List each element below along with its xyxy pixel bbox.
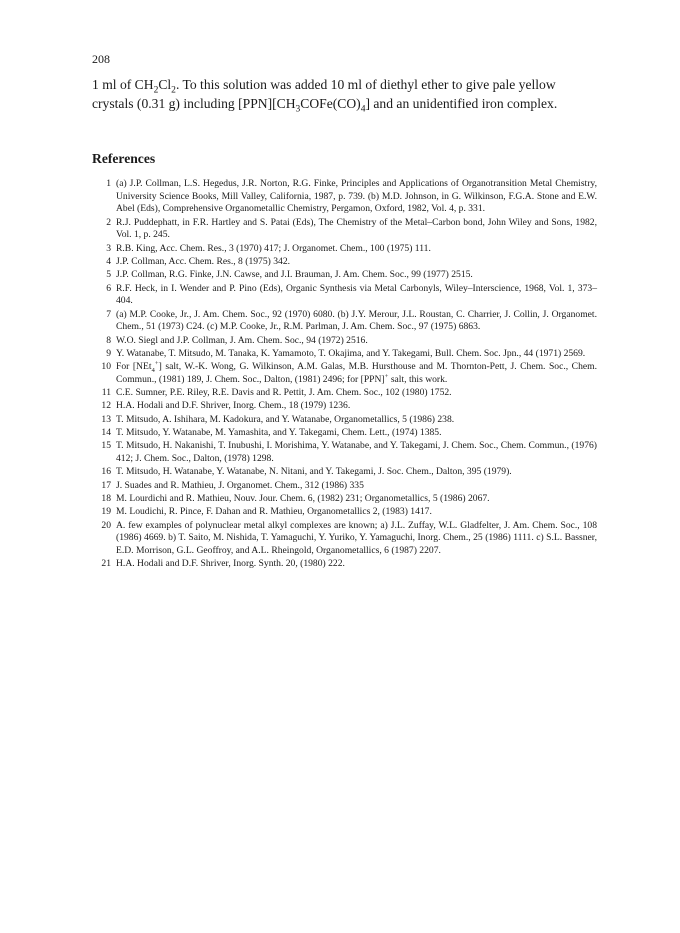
reference-text: (a) J.P. Collman, L.S. Hegedus, J.R. Norton, R.G. Finke, Principles and Applications of Organotransition Metal Chemistry, University Science Books, Mill Valley, California, 1987, p. 739. (b) M.D. Johnson, in G. Wilkinson, F.G.A. Stone and E.W. Abel (Eds), Comprehensive Organometallic Chemistry, Pergamon, Oxford, 1982, Vol. 4, p. 331. <box>116 178 597 215</box>
reference-text: T. Mitsudo, Y. Watanabe, M. Yamashita, and Y. Takegami, Chem. Lett., (1974) 1385. <box>116 427 442 439</box>
reference-text: C.E. Sumner, P.E. Riley, R.E. Davis and R. Pettit, J. Am. Chem. Soc., 102 (1980) 1752. <box>116 387 452 399</box>
reference-item <box>92 493 597 506</box>
formula-subscript: 2 <box>153 85 159 96</box>
reference-text: H.A. Hodali and D.F. Shriver, Inorg. Chem., 18 (1979) 1236. <box>116 400 351 412</box>
complex-formula: COFe(CO) <box>300 96 361 111</box>
reference-item <box>92 427 597 440</box>
reference-text: T. Mitsudo, H. Watanabe, Y. Watanabe, N. Nitani, and Y. Takegami, J. Soc. Chem., Dalton, 395 (1979). <box>116 466 512 478</box>
intro-text-2: . To this solution was added 10 ml of diethyl ether to give pale yellow crystals (0.31 g) including [PPN][CH <box>92 77 556 111</box>
reference-item <box>92 217 597 242</box>
reference-number: 20 <box>101 519 111 531</box>
reference-text: For [NEt <box>116 361 152 373</box>
reference-item <box>92 283 597 308</box>
reference-item <box>92 506 597 519</box>
reference-number: 5 <box>106 269 111 281</box>
reference-number: 21 <box>101 558 111 570</box>
reference-number: 6 <box>106 282 111 294</box>
reference-text: R.B. King, Acc. Chem. Res., 3 (1970) 417; J. Organomet. Chem., 100 (1975) 111. <box>116 242 431 254</box>
reference-text: Y. Watanabe, T. Mitsudo, M. Tanaka, K. Yamamoto, T. Okajima, and Y. Takegami, Bull. Chem. Soc. Jpn., 44 (1971) 2569. <box>116 347 586 359</box>
reference-number: 17 <box>101 479 111 491</box>
reference-item <box>92 400 597 413</box>
complex-subscript: 3 <box>295 104 301 115</box>
reference-item <box>92 414 597 427</box>
reference-text: R.F. Heck, in I. Wender and P. Pino (Eds), Organic Synthesis via Metal Carbonyls, Wiley–Interscience, 1968, Vol. 1, 373–404. <box>116 282 597 307</box>
reference-text: salt, this work. <box>388 373 448 385</box>
reference-number: 15 <box>101 440 111 452</box>
reference-number: 1 <box>106 178 111 189</box>
reference-text: ] salt, W.-K. Wong, G. Wilkinson, A.M. Galas, M.B. Hursthouse and M. Thornton-Pett, J. Chem. Soc., Chem. Commun., (1981) 189, J. Chem. Soc., Dalton, (1981) 2496; for [PPN] <box>116 361 597 385</box>
reference-number: 19 <box>101 506 111 518</box>
reference-text: R.J. Puddephatt, in F.R. Hartley and S. Patai (Eds), The Chemistry of the Metal–Carbon bond, John Wiley and Sons, 1982, Vol. 1, p. 245. <box>116 216 597 241</box>
intro-text-1: 1 ml of CH <box>92 77 154 92</box>
reference-number: 8 <box>106 334 111 346</box>
reference-text: H.A. Hodali and D.F. Shriver, Inorg. Synth. 20, (1980) 222. <box>116 558 345 570</box>
reference-number: 10 <box>101 361 111 373</box>
formula-subscript: 2 <box>171 85 176 96</box>
reference-number: 13 <box>101 413 111 425</box>
page-number: 208 <box>92 52 110 66</box>
reference-text: (a) M.P. Cooke, Jr., J. Am. Chem. Soc., 92 (1970) 6080. (b) J.Y. Merour, J.L. Roustan, C. Charrier, J. Collin, J. Organomet. Chem., 51 (1973) C24. (c) M.P. Cooke, Jr., R.M. Parlman, J. Am. Chem. Soc., 97 (1975) 6863. <box>116 308 597 333</box>
reference-item <box>92 269 597 282</box>
formula-element: Cl <box>158 77 172 92</box>
reference-number: 3 <box>106 242 111 254</box>
reference-item <box>92 243 597 256</box>
reference-number: 14 <box>101 427 111 439</box>
reference-text: W.O. Siegl and J.P. Collman, J. Am. Chem. Soc., 94 (1972) 2516. <box>116 334 368 346</box>
reference-number: 16 <box>101 466 111 478</box>
reference-text: M. Lourdichi and R. Mathieu, Nouv. Jour. Chem. 6, (1982) 231; Organometallics, 5 (1986) 2067. <box>116 492 490 504</box>
reference-item <box>92 256 597 269</box>
reference-item <box>92 480 597 493</box>
reference-item <box>92 466 597 479</box>
reference-number: 18 <box>101 492 111 504</box>
reference-item <box>92 440 597 465</box>
reference-number: 7 <box>106 308 111 320</box>
reference-item <box>92 520 597 558</box>
reference-list <box>92 178 597 572</box>
reference-text: M. Loudichi, R. Pince, F. Dahan and R. Mathieu, Organometallics 2, (1983) 1417. <box>116 506 432 518</box>
reference-text: T. Mitsudo, A. Ishihara, M. Kadokura, and Y. Watanabe, Organometallics, 5 (1986) 238. <box>116 413 455 425</box>
reference-subscript: 4 <box>151 367 155 375</box>
reference-item <box>92 335 597 348</box>
reference-item <box>92 309 597 334</box>
reference-text: A. few examples of polynuclear metal alkyl complexes are known; a) J.L. Zuffay, W.L. Gladfelter, J. Am. Chem. Soc., 108 (1986) 4669. b) T. Saito, M. Nishida, T. Yamaguchi, Y. Yuriko, Y. Yamaguchi, Inorg. Chem., 25 (1986) 1111. c) S.L. Bassner, E.D. Morrison, G.L. Geoffroy, and A.L. Rheingold, Organometallics, 6 (1987) 2207. <box>116 519 597 556</box>
reference-number: 11 <box>101 387 111 399</box>
reference-item <box>92 178 597 216</box>
reference-number: 12 <box>101 400 111 412</box>
intro-text-3: ] and an unidentified iron complex. <box>365 96 558 111</box>
references-heading: References <box>92 151 156 166</box>
reference-text: T. Mitsudo, H. Nakanishi, T. Inubushi, I. Morishima, Y. Watanabe, and Y. Takegami, J. Chem. Soc., Chem. Commun., (1976) 412; J. Chem. Soc., Dalton, (1978) 1298. <box>116 440 597 465</box>
complex-subscript: 4 <box>360 104 366 115</box>
reference-superscript: + <box>154 360 159 367</box>
reference-superscript: + <box>384 372 389 380</box>
reference-text: J. Suades and R. Mathieu, J. Organomet. Chem., 312 (1986) 335 <box>116 479 364 491</box>
reference-item <box>92 558 597 571</box>
reference-item <box>92 348 597 361</box>
reference-number: 2 <box>106 216 111 228</box>
reference-number: 4 <box>106 256 111 267</box>
reference-number: 9 <box>106 347 111 359</box>
intro-paragraph <box>92 75 597 113</box>
reference-text: J.P. Collman, R.G. Finke, J.N. Cawse, and J.I. Brauman, J. Am. Chem. Soc., 99 (1977) 2515. <box>116 269 473 281</box>
reference-item <box>92 387 597 400</box>
reference-text: J.P. Collman, Acc. Chem. Res., 8 (1975) 342. <box>116 256 291 267</box>
reference-item <box>92 361 597 386</box>
